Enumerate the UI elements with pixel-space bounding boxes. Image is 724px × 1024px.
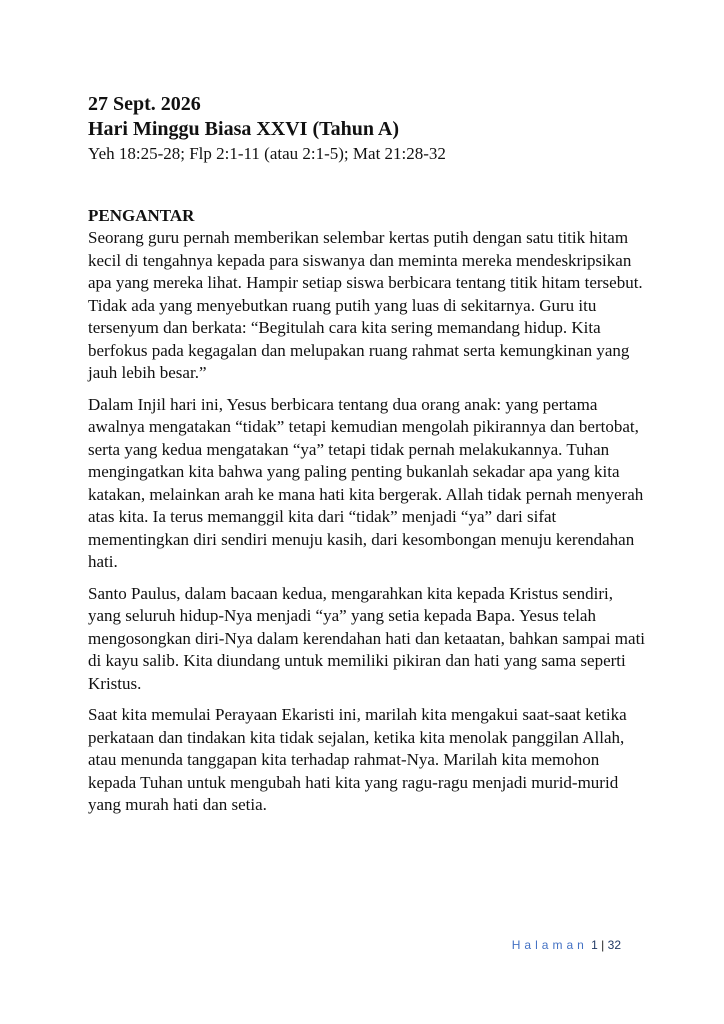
title-heading: Hari Minggu Biasa XXVI (Tahun A) <box>88 118 399 140</box>
footer-page-total: 32 <box>607 938 621 952</box>
footer-page-label: Halaman <box>511 938 588 952</box>
paragraph-4: Saat kita memulai Perayaan Ekaristi ini, marilah kita mengakui saat-saat ketika perkataan dan tindakan kita tidak sejalan, ketika kita menolak panggilan Allah, atau menunda tanggapan kita terhadap rahmat-Nya. Marilah kita memohon kepada Tuhan untuk mengubah hati kita yang ragu-ragu menjadi murid-murid yang murah hati dan setia. <box>88 705 627 814</box>
footer-separator: | <box>601 938 605 952</box>
date-heading: 27 Sept. 2026 <box>88 93 201 115</box>
readings-reference: Yeh 18:25-28; Flp 2:1-11 (atau 2:1-5); Mat 21:28-32 <box>88 144 446 163</box>
page-footer <box>512 938 621 952</box>
paragraph-3: Santo Paulus, dalam bacaan kedua, mengarahkan kita kepada Kristus sendiri, yang seluruh hidup-Nya menjadi “ya” yang setia kepada Bapa. Yesus telah mengosongkan diri-Nya dalam kerendahan hati dan ketaatan, bahkan sampai mati di kayu salib. Kita diundang untuk memiliki pikiran dan hati yang sama seperti Kristus. <box>88 583 646 693</box>
paragraph-2: Dalam Injil hari ini, Yesus berbicara tentang dua orang anak: yang pertama awalnya mengatakan “tidak” tetapi kemudian mengolah pikirannya dan bertobat, serta yang kedua mengatakan “ya” tetapi tidak pernah melakukannya. Tuhan mengingatkan kita bahwa yang paling penting bukanlah sekadar apa yang kita katakan, melainkan arah ke mana hati kita bergerak. Allah tidak pernah menyerah atas kita. Ia terus memanggil kita dari “tidak” menjadi “ya” dari sifat mementingkan diri sendiri menuju kasih, dari kesombongan menuju kerendahan hati. <box>88 394 644 571</box>
document-page <box>88 92 648 826</box>
section-heading-pengantar: PENGANTAR <box>88 206 195 225</box>
paragraph-1: Seorang guru pernah memberikan selembar kertas putih dengan satu titik hitam kecil di tengahnya kepada para siswanya dan meminta mereka mendeskripsikan apa yang mereka lihat. Hampir setiap siswa berbicara tentang titik hitam tersebut. Tidak ada yang menyebutkan ruang putih yang luas di sekitarnya. Guru itu tersenyum dan berkata: “Begitulah cara kita sering memandang hidup. Kita berfokus pada kegagalan dan melupakan ruang rahmat serta kemungkinan yang jauh lebih besar.” <box>88 228 643 382</box>
footer-page-number: 1 <box>591 938 598 952</box>
